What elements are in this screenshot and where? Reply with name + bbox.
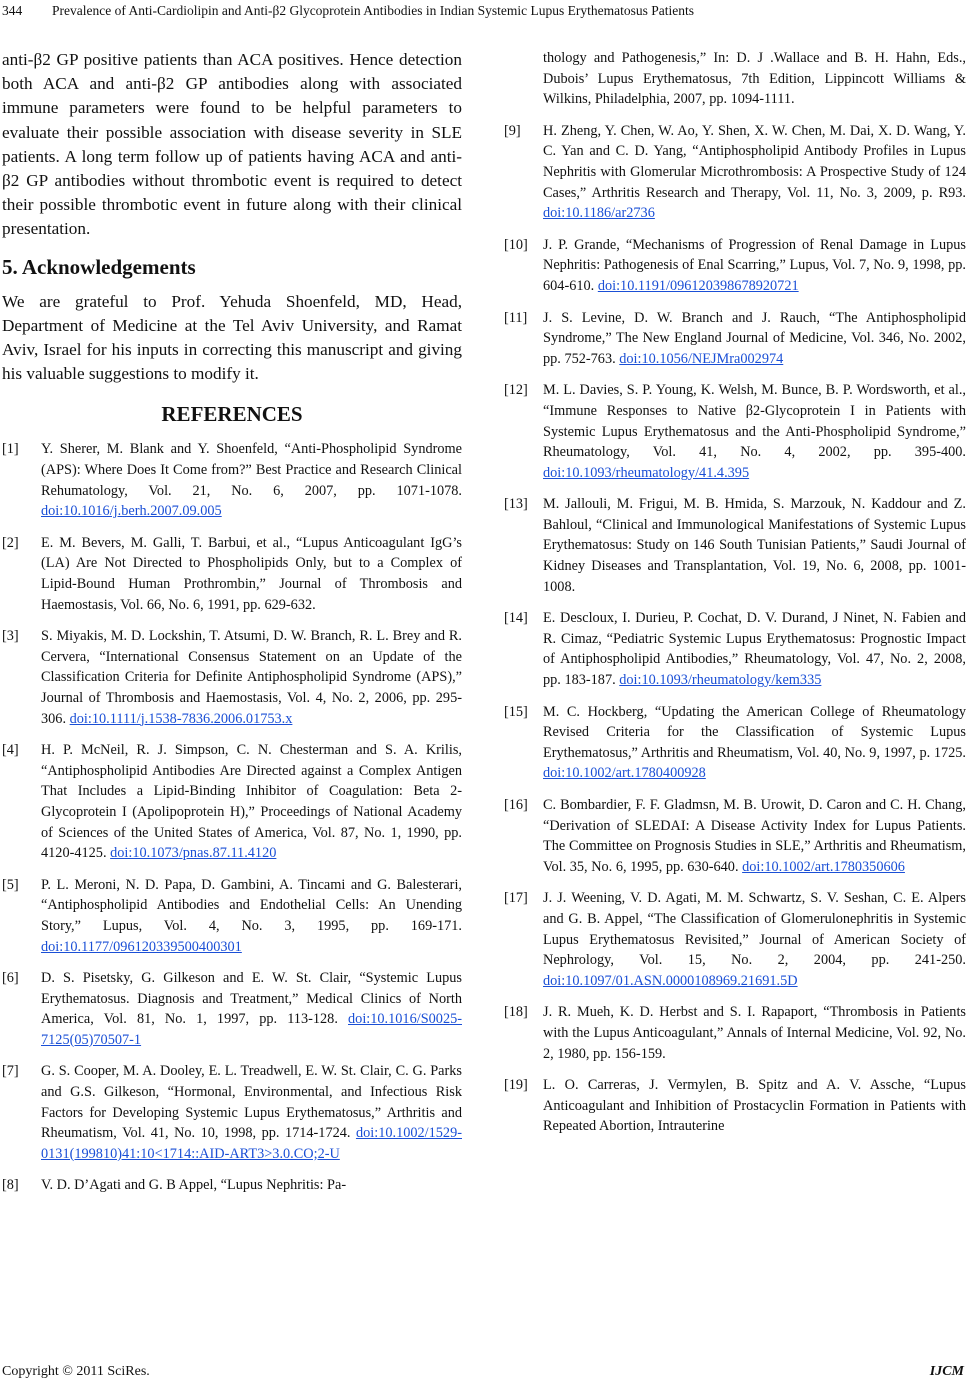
- reference-text: E. M. Bevers, M. Galli, T. Barbui, et al., “Lupus Anticoagulant IgG’s (LA) Are Not Directed to Phospholipids Only, but to a Complex of Lipid-Bound Human Prothrombin,” Journal of Thrombosis and Haemostasis, Vol. 66, No. 6, 1991, pp. 629-632.: [41, 534, 462, 613]
- reference-item: [2, 533, 462, 615]
- reference-number: [5]: [2, 876, 19, 893]
- reference-list-right: [504, 48, 966, 1137]
- doi-link[interactable]: doi:10.1093/rheumatology/41.4.395: [543, 464, 750, 481]
- reference-number: [13]: [504, 496, 528, 513]
- reference-list-left: [2, 439, 462, 1196]
- reference-text: M. Jallouli, M. Frigui, M. B. Hmida, S. Marzouk, N. Kaddour and Z. Bahloul, “Clinical and Immunological Manifestations of Systemic Lupus Erythematosus: Study on 146 South Tunisian Patients,” Saudi Journal of Kidney Diseases and Transplantation, Vol. 19, No. 6, 2008, pp. 1001-1008.: [543, 496, 966, 595]
- doi-link[interactable]: doi:10.1097/01.ASN.0000108969.21691.5D: [543, 972, 798, 989]
- reference-item: [504, 494, 966, 597]
- reference-number: [14]: [504, 610, 528, 627]
- reference-text: V. D. D’Agati and G. B Appel, “Lupus Nephritis: Pa-: [41, 1177, 347, 1194]
- left-column: [2, 48, 462, 1207]
- reference-item: [504, 1075, 966, 1137]
- doi-link[interactable]: doi:10.1002/art.1780350606: [742, 858, 905, 875]
- reference-text: J. S. Levine, D. W. Branch and J. Rauch, “The Antiphospholipid Syndrome,” The New England Journal of Medicine, Vol. 346, No. 2002, pp. 752-763.: [543, 309, 966, 367]
- reference-number: [18]: [504, 1004, 528, 1021]
- page-number: 344: [2, 3, 23, 18]
- reference-number: [12]: [504, 382, 528, 399]
- doi-link[interactable]: doi:10.1186/ar2736: [543, 205, 655, 222]
- doi-link[interactable]: doi:10.1177/096120339500400301: [41, 938, 242, 955]
- reference-number: [15]: [504, 703, 528, 720]
- journal-abbreviation: IJCM: [929, 1364, 964, 1379]
- reference-text: H. P. McNeil, R. J. Simpson, C. N. Chesterman and S. A. Krilis, “Antiphospholipid Antibodies Are Directed against a Complex Antigen That Includes a Lipid-Binding Inhibitor of Coagulation: Beta 2-Glycoprotein I (Apolipoprotein H),” Proceedings of National Academy of Sciences of the United States of America, Vol. 87, No. 1, 1990, pp. 4120-4125.: [41, 742, 462, 862]
- reference-number: [7]: [2, 1063, 19, 1080]
- doi-link[interactable]: doi:10.1191/096120398678920721: [597, 277, 799, 294]
- running-title: Prevalence of Anti-Cardiolipin and Anti-β2 Glycoprotein Antibodies in Indian Systemic Lupus Erythematosus Patients: [52, 3, 695, 18]
- reference-item: [504, 1002, 966, 1064]
- page-header: [0, 0, 968, 24]
- reference-text: J. R. Mueh, K. D. Herbst and S. I. Rapaport, “Thrombosis in Patients with the Lupus Anticoagulant,” Annals of Internal Medicine, Vol. 92, No. 2, 1980, pp. 156-159.: [543, 1004, 966, 1062]
- reference-item: [504, 608, 966, 690]
- doi-link[interactable]: doi:10.1056/NEJMra002974: [619, 350, 784, 367]
- reference-number: [11]: [504, 309, 528, 326]
- reference-item: [504, 380, 966, 483]
- reference-number: [3]: [2, 628, 19, 645]
- reference-text: P. L. Meroni, N. D. Papa, D. Gambini, A. Tincami and G. Balesterari, “Antiphospholipid Antibodies and Endothelial Cells: An Unending Story,” Lupus, Vol. 4, No. 3, 1995, pp. 169-171.: [41, 876, 462, 934]
- reference-number: [504, 48, 543, 110]
- reference-text: H. Zheng, Y. Chen, W. Ao, Y. Shen, X. W. Chen, M. Dai, X. D. Wang, Y. C. Yan and C. D. Yang, “Antiphospholipid Antibody Profiles in Lupus Nephritis with Glomerular Microthrombosis: A Prospective Study of 124 Cases,” Arthritis Research and Therapy, Vol. 11, No. 3, 2009, p. R93.: [543, 122, 966, 201]
- reference-item: [2, 626, 462, 729]
- right-column: [504, 48, 966, 1148]
- reference-item: [504, 795, 966, 877]
- reference-text: L. O. Carreras, J. Vermylen, B. Spitz and A. V. Assche, “Lupus Anticoagulant and Inhibition of Prostacyclin Formation in Patients with Repeated Abortion, Intrauterine: [543, 1077, 966, 1135]
- reference-item: [2, 1175, 462, 1196]
- reference-number: [1]: [2, 441, 19, 458]
- reference-number: [2]: [2, 534, 19, 551]
- reference-number: [19]: [504, 1077, 528, 1094]
- reference-text: M. C. Hockberg, “Updating the American College of Rheumatology Revised Criteria for the Classification of Systemic Lupus Erythematosus,” Arthritis and Rheumatism, Vol. 40, No. 9, 1997, p. 1725.: [543, 703, 966, 761]
- reference-item: [2, 740, 462, 864]
- reference-item: [2, 875, 462, 957]
- reference-text: G. S. Cooper, M. A. Dooley, E. L. Treadwell, E. W. St. Clair, C. G. Parks and G.S. Gilkeson, “Hormonal, Environmental, and Infectious Risk Factors for Developing Systemic Lupus Erythematosus,” Arthritis and Rheumatism, Vol. 41, No. 10, 1998, pp. 1714-1724.: [41, 1063, 462, 1142]
- doi-link[interactable]: doi:10.1016/S0025-7125(05)70507-1: [41, 1011, 462, 1048]
- reference-item: [504, 888, 966, 991]
- reference-item: [2, 439, 462, 521]
- reference-number: [6]: [2, 970, 19, 987]
- doi-link[interactable]: doi:10.1002/1529-0131(199810)41:10<1714::AID-ART3>3.0.CO;2-U: [41, 1125, 462, 1162]
- reference-item: [2, 1061, 462, 1164]
- reference-item: [504, 702, 966, 784]
- reference-item: [504, 48, 966, 110]
- reference-item: [504, 235, 966, 297]
- reference-number: [16]: [504, 797, 528, 813]
- references-heading: REFERENCES: [161, 402, 303, 427]
- reference-text: C. Bombardier, F. F. Gladmsn, M. B. Urowit, D. Caron and C. H. Chang, “Derivation of SLEDAI: A Disease Activity Index for Lupus Patients. The Committee on Prognosis Studies in SLE,” Arthritis and Rheumatism, Vol. 35, No. 6, 1995, pp. 630-640.: [543, 797, 966, 875]
- reference-item: [504, 121, 966, 224]
- reference-number: [9]: [504, 122, 521, 139]
- reference-text: D. S. Pisetsky, G. Gilkeson and E. W. St. Clair, “Systemic Lupus Erythematosus. Diagnosis and Treatment,” Medical Clinics of North America, Vol. 81, No. 1, 1997, pp. 113-128.: [41, 970, 462, 1028]
- reference-number: [4]: [2, 742, 19, 759]
- reference-number: [10]: [504, 236, 528, 253]
- reference-number: [17]: [504, 890, 528, 907]
- doi-link[interactable]: doi:10.1073/pnas.87.11.4120: [110, 845, 277, 862]
- reference-item: [504, 308, 966, 370]
- doi-link[interactable]: doi:10.1002/art.1780400928: [543, 765, 706, 782]
- acknowledgements-heading: 5. Acknowledgements: [2, 254, 196, 279]
- reference-text: J. J. Weening, V. D. Agati, M. M. Schwartz, S. V. Seshan, C. E. Alpers and G. B. Appel, “The Classification of Glomerulonephritis in Systemic Lupus Erythematosus Revisited,” Journal of American Society of Nephrology, Vol. 15, No. 2, 2004, pp. 241-250.: [543, 890, 966, 969]
- reference-text: J. P. Grande, “Mechanisms of Progression of Renal Damage in Lupus Nephritis: Pathogenesis of Enal Scarring,” Lupus, Vol. 7, No. 9, 1998, pp. 604-610.: [543, 236, 966, 294]
- doi-link[interactable]: doi:10.1111/j.1538-7836.2006.01753.x: [69, 710, 293, 727]
- reference-text: E. Descloux, I. Durieu, P. Cochat, D. V. Durand, J Ninet, N. Fabien and R. Cimaz, “Pediatric Systemic Lupus Erythematosus: Prognostic Impact of Antiphospholipid Antibodies,” Rheumatology, Vol. 47, No. 2, 2008, pp. 183-187.: [543, 610, 966, 689]
- doi-link[interactable]: doi:10.1093/rheumatology/kem335: [619, 672, 822, 689]
- reference-text: M. L. Davies, S. P. Young, K. Welsh, M. Bunce, B. P. Wordsworth, et al., “Immune Responses to Native β2-Glycoprotein I in Patients with Systemic Lupus Erythematosus and the Anti-Phospholipid Syndrome,” Rheumatology, Vol. 41, No. 4, 2002, pp. 395-400.: [543, 382, 966, 461]
- copyright-notice: Copyright © 2011 SciRes.: [2, 1364, 150, 1379]
- reference-number: [8]: [2, 1177, 19, 1194]
- acknowledgements-paragraph: We are grateful to Prof. Yehuda Shoenfeld, MD, Head, Department of Medicine at the Tel Aviv University, and Ramat Aviv, Israel for his inputs in correcting this manuscript and giving his valuable suggestions to modify it.: [2, 291, 462, 384]
- reference-text: S. Miyakis, M. D. Lockshin, T. Atsumi, D. W. Branch, R. L. Brey and R. Cervera, “International Consensus Statement on an Update of the Classification Criteria for Definite Antiphospholipid Syndrome (APS),” Journal of Thrombosis and Haemostasis, Vol. 4, No. 2, 2006, pp. 295-306.: [41, 628, 462, 727]
- reference-text: thology and Pathogenesis,” In: D. J .Wallace and B. H. Hahn, Eds., Dubois’ Lupus Erythematosus, 7th Edition, Lippincott Williams & Wilkins, Philadelphia, 2007, pp. 1094-1111.: [543, 50, 966, 108]
- doi-link[interactable]: doi:10.1016/j.berh.2007.09.005: [41, 503, 222, 520]
- intro-paragraph: anti-β2 GP positive patients than ACA positives. Hence detection both ACA and anti-β2 GP antibodies along with associated immune parameters were found to be helpful parameters to evaluate their possible association with disease severity in SLE patients. A long term follow up of patients having ACA and anti-β2 GP antibodies without thrombotic event is required to detect their possible thrombotic event in future along with their clinical presentation.: [2, 50, 462, 239]
- reference-item: [2, 968, 462, 1050]
- reference-text: Y. Sherer, M. Blank and Y. Shoenfeld, “Anti-Phospholipid Syndrome (APS): Where Does It Come from?” Best Practice and Research Clinical Rehumatology, Vol. 21, No. 6, 2007, pp. 1071-1078.: [41, 441, 462, 499]
